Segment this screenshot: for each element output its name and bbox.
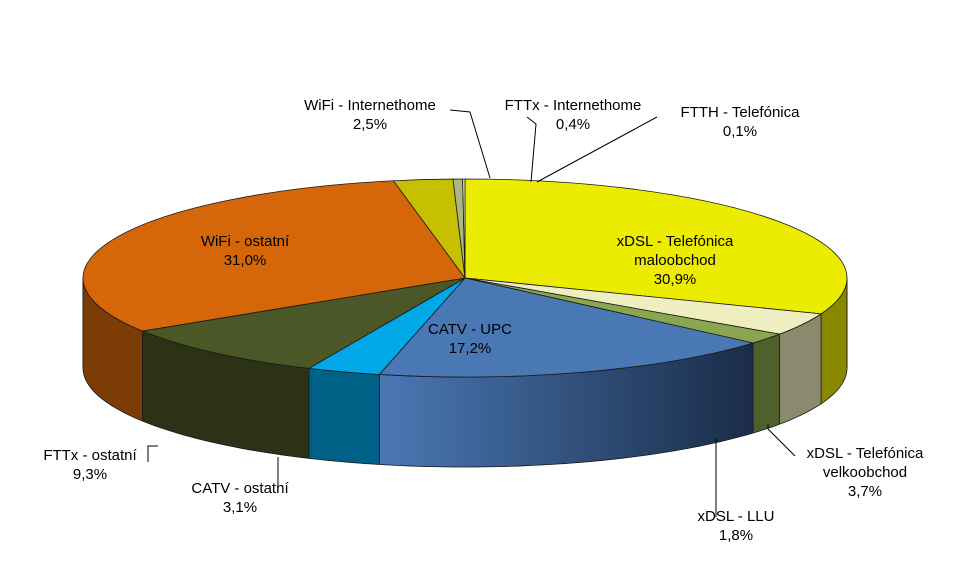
pie-side-wall — [753, 334, 779, 433]
slice-label: WiFi - Internethome 2,5% — [304, 97, 436, 133]
slice-label: FTTx - Internethome 0,4% — [504, 97, 642, 133]
slice-label: FTTH - Telefónica 0,1% — [680, 104, 800, 140]
slice-label: xDSL - Telefónica maloobchod 30,9% — [616, 233, 734, 288]
slice-label: CATV - ostatní 3,1% — [191, 480, 289, 516]
slice-label: WiFi - ostatní 31,0% — [200, 233, 290, 269]
slice-label: xDSL - Telefónica velkoobchod 3,7% — [806, 445, 924, 500]
slice-label: CATV - UPC 17,2% — [428, 321, 512, 357]
slice-label: xDSL - LLU 1,8% — [697, 508, 775, 544]
leader-line — [450, 110, 490, 178]
pie-side-wall — [309, 368, 379, 464]
slice-label: FTTx - ostatní 9,3% — [43, 447, 137, 483]
